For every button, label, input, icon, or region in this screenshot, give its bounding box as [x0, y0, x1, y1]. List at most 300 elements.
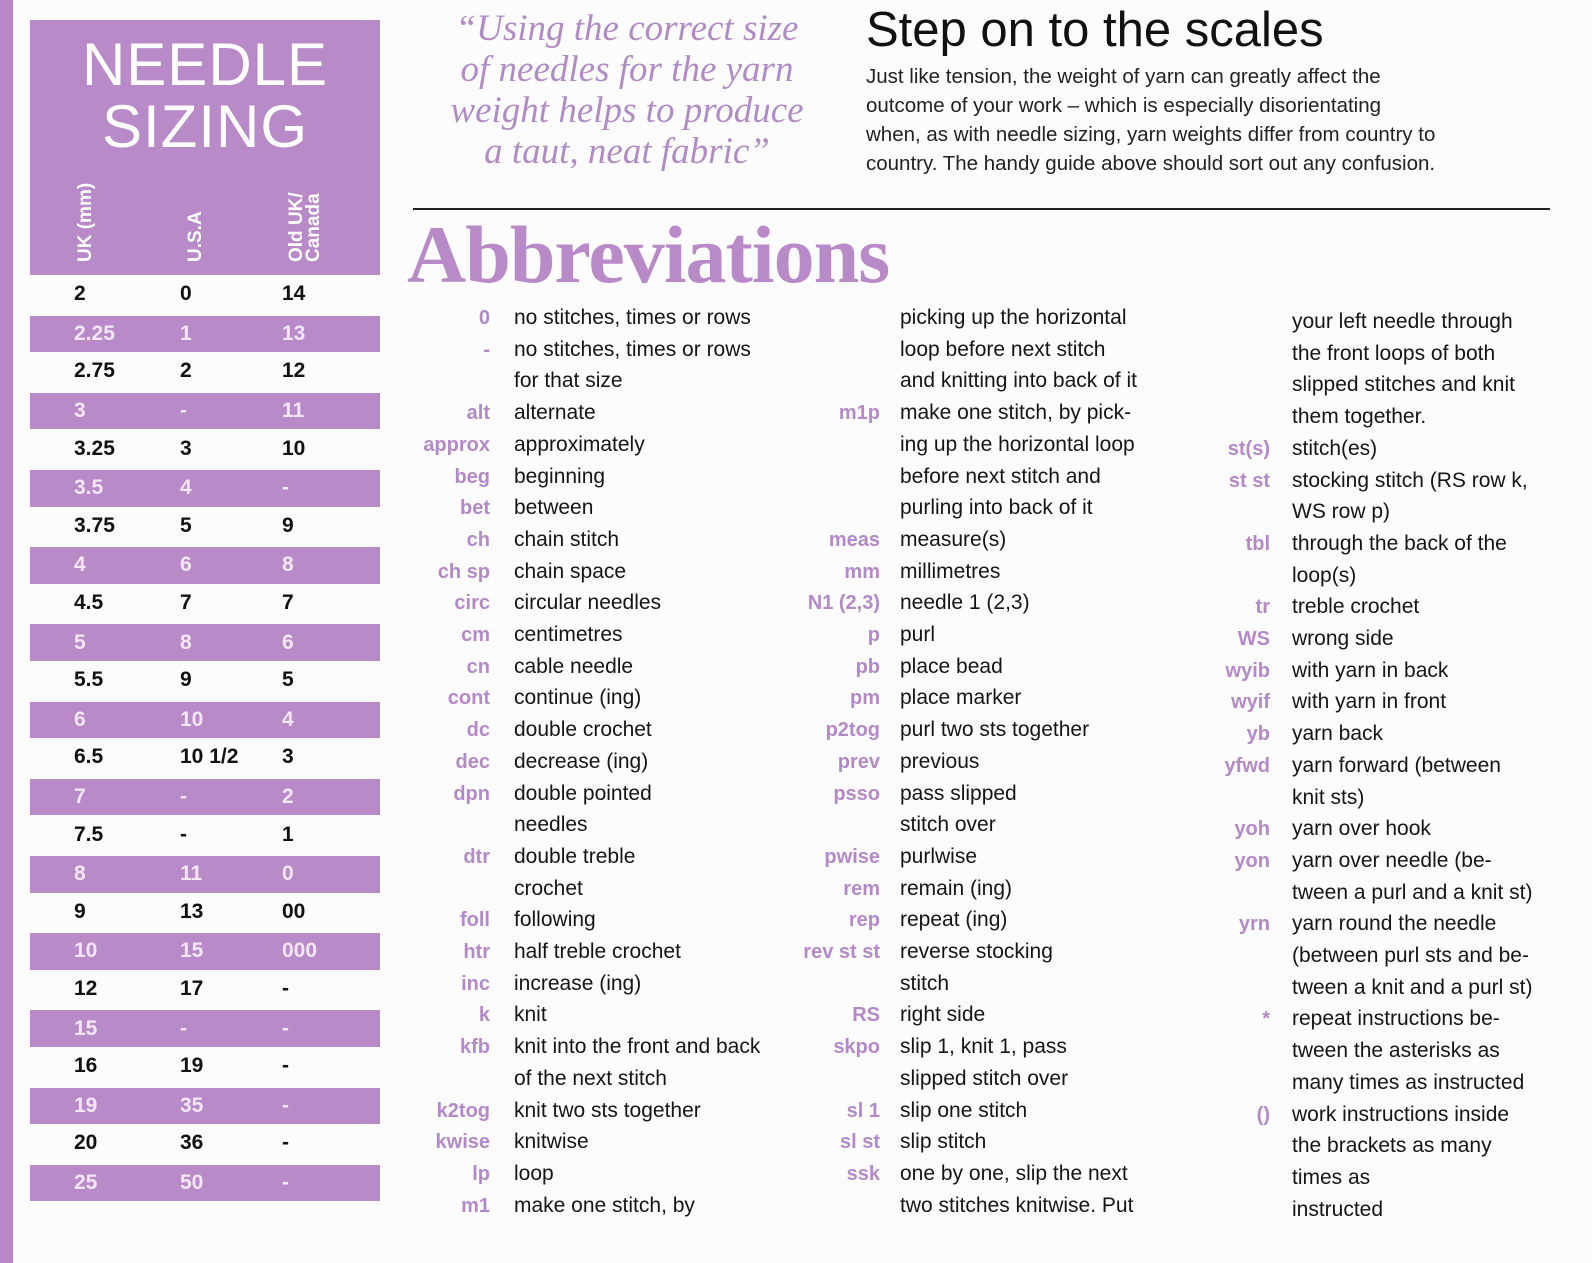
abbreviation-entry: [1200, 560, 1592, 592]
abbreviation-key: rep: [848, 909, 880, 932]
abbreviation-key: yrn: [1238, 913, 1270, 936]
abbreviation-meaning: them together.: [1292, 405, 1427, 429]
usa-cell: 9: [180, 668, 192, 692]
abbreviation-entry: [790, 1158, 1190, 1190]
abbreviation-entry: [790, 873, 1190, 905]
abbreviation-meaning: many times as instructed: [1292, 1070, 1525, 1094]
needle-title-line1: NEEDLE: [81, 31, 329, 98]
uk-mm-cell: 5: [74, 630, 86, 654]
usa-cell: 19: [180, 1054, 204, 1078]
abbreviation-entry: [1200, 401, 1592, 433]
abbreviation-entry: [790, 1126, 1190, 1158]
abbreviation-entry: [790, 334, 1190, 366]
abbreviation-meaning: knit sts): [1292, 785, 1365, 809]
abbreviation-meaning: treble crochet: [1292, 595, 1420, 619]
old-uk-canada-cell: 10: [282, 436, 306, 460]
needle-table-row: [30, 624, 380, 661]
abbreviation-entry: [405, 999, 805, 1031]
abbreviation-key: pm: [850, 687, 880, 710]
abbreviation-key: tbl: [1245, 532, 1270, 555]
abbreviation-entry: [405, 904, 805, 936]
abbreviation-key: tr: [1255, 596, 1270, 619]
uk-mm-cell: 2.25: [74, 321, 115, 345]
usa-cell: 3: [180, 436, 192, 460]
abbreviation-meaning: millimetres: [900, 559, 1001, 583]
column-header-old-uk: Old UK/: [286, 192, 307, 262]
abbreviation-key: cn: [466, 655, 490, 678]
abbreviation-meaning: place bead: [900, 654, 1003, 678]
abbreviation-entry: [1200, 528, 1592, 560]
needle-table-row: [30, 393, 380, 430]
abbreviation-entry: [405, 587, 805, 619]
old-uk-canada-cell: 1: [282, 822, 294, 846]
quote-line: “Using the correct size: [455, 8, 799, 49]
abbreviation-meaning: WS row p): [1292, 500, 1391, 524]
abbreviation-key: circ: [454, 592, 490, 615]
abbreviation-meaning: slipped stitch over: [900, 1066, 1069, 1090]
abbreviation-entry: [405, 651, 805, 683]
abbreviation-entry: [790, 936, 1190, 968]
old-uk-canada-cell: 6: [282, 630, 294, 654]
abbreviation-meaning: yarn over hook: [1292, 817, 1431, 841]
scales-paragraph: [866, 62, 1556, 178]
abbreviation-entry: [405, 619, 805, 651]
abbreviation-entry: [790, 365, 1190, 397]
usa-cell: 2: [180, 359, 192, 383]
needle-table-row: [30, 815, 380, 854]
abbreviation-entry: [790, 461, 1190, 493]
abbreviation-entry: [790, 809, 1190, 841]
old-uk-canada-cell: 000: [282, 939, 318, 963]
usa-cell: 13: [180, 899, 204, 923]
usa-cell: 10 1/2: [180, 745, 239, 769]
abbreviation-key: lp: [472, 1162, 490, 1185]
uk-mm-cell: 16: [74, 1054, 98, 1078]
abbreviation-key: dtr: [463, 845, 490, 868]
abbreviation-entry: [405, 1158, 805, 1190]
abbreviation-entry: [405, 682, 805, 714]
abbreviation-meaning: needles: [514, 813, 588, 837]
quote-line: of needles for the yarn: [460, 49, 794, 90]
abbreviation-entry: [790, 841, 1190, 873]
abbreviation-entry: [405, 1095, 805, 1127]
abbreviation-meaning: double treble: [514, 844, 636, 868]
abbreviation-entry: [405, 334, 805, 366]
abbreviation-entry: [790, 492, 1190, 524]
usa-cell: 7: [180, 591, 192, 615]
abbreviation-meaning: following: [514, 908, 596, 932]
abbreviation-key: kwise: [435, 1131, 490, 1154]
abbreviation-meaning: no stitches, times or rows: [514, 337, 751, 361]
abbreviation-entry: [1200, 1003, 1592, 1035]
abbreviation-meaning: between: [514, 496, 594, 520]
uk-mm-cell: 7: [74, 785, 86, 809]
abbreviation-key: pwise: [824, 845, 880, 868]
abbreviation-meaning: alternate: [514, 401, 596, 425]
abbreviation-entry: [1200, 623, 1592, 655]
abbreviation-key: 0: [478, 307, 490, 329]
abbreviation-meaning: slipped stitches and knit: [1292, 373, 1515, 397]
needle-table-row: [30, 352, 380, 391]
abbreviation-entry: [790, 778, 1190, 810]
abbreviation-key: psso: [833, 782, 880, 805]
needle-table-row: [30, 547, 380, 584]
abbreviation-meaning: with yarn in back: [1292, 658, 1449, 682]
abbreviation-meaning: tween a purl and a knit st): [1292, 880, 1533, 904]
needle-table-row: [30, 316, 380, 353]
abbreviation-entry: [790, 968, 1190, 1000]
usa-cell: 11: [180, 862, 203, 886]
abbreviation-meaning: crochet: [514, 876, 583, 900]
needle-table-row: [30, 470, 380, 507]
abbreviation-key: skpo: [833, 1036, 880, 1059]
abbreviation-meaning: double pointed: [514, 781, 652, 805]
abbreviation-entry: [790, 746, 1190, 778]
abbreviation-key: k: [478, 1004, 490, 1027]
abbreviation-entry: [1200, 1162, 1592, 1194]
uk-mm-cell: 10: [74, 939, 98, 963]
needle-table-row: [30, 702, 380, 739]
abbreviation-entry: [1200, 655, 1592, 687]
scales-line: Just like tension, the weight of yarn can greatly affect the: [866, 65, 1381, 88]
old-uk-canada-cell: 7: [282, 591, 294, 615]
abbreviation-key: inc: [461, 972, 490, 995]
old-uk-canada-cell: 5: [282, 668, 294, 692]
abbreviation-key: yfwd: [1224, 754, 1270, 777]
abbreviation-key: yon: [1234, 849, 1270, 872]
abbreviation-entry: [790, 1095, 1190, 1127]
abbreviation-meaning: half treble crochet: [514, 940, 681, 963]
old-uk-canada-cell: -: [282, 1131, 289, 1155]
needle-table-row: [30, 738, 380, 777]
abbreviation-entry: [405, 1190, 805, 1222]
abbreviation-key: foll: [460, 909, 490, 932]
abbreviation-key: mm: [844, 560, 880, 583]
old-uk-canada-cell: -: [282, 1171, 289, 1195]
abbreviation-meaning: purling into back of it: [900, 496, 1093, 520]
abbreviation-key: ch sp: [437, 560, 490, 583]
abbreviation-entry: [405, 1126, 805, 1158]
needle-table-row: [30, 933, 380, 970]
uk-mm-cell: 15: [74, 1016, 98, 1040]
uk-mm-cell: 4: [74, 553, 86, 577]
usa-cell: 15: [180, 939, 204, 963]
abbreviation-meaning: right side: [900, 1003, 986, 1027]
abbreviation-meaning: place marker: [900, 686, 1022, 710]
abbreviation-meaning: chain stitch: [514, 527, 620, 551]
uk-mm-cell: 3.25: [74, 436, 115, 460]
usa-cell: -: [180, 785, 187, 809]
abbreviation-entry: [1200, 465, 1592, 497]
usa-cell: -: [180, 399, 187, 423]
abbreviation-meaning: double crochet: [514, 718, 652, 742]
abbreviation-meaning: circular needles: [514, 591, 662, 615]
abbreviation-meaning: pass slipped: [900, 781, 1017, 805]
needle-sizing-table: [30, 20, 380, 1235]
usa-cell: 4: [180, 476, 192, 500]
old-uk-canada-cell: 3: [282, 745, 294, 769]
abbreviation-entry: [405, 556, 805, 588]
abbreviation-meaning: your left needle through: [1292, 310, 1513, 333]
pull-quote: [407, 8, 847, 172]
abbreviation-meaning: slip 1, knit 1, pass: [900, 1035, 1067, 1059]
abbreviation-key: rem: [843, 877, 880, 900]
abbreviation-entry: [405, 492, 805, 524]
uk-mm-cell: 4.5: [74, 591, 104, 615]
page-edge-strip: [0, 0, 13, 1263]
usa-cell: 10: [180, 707, 204, 731]
abbreviation-meaning: increase (ing): [514, 971, 642, 995]
abbreviation-key: RS: [852, 1004, 880, 1027]
abbreviation-key: sl 1: [846, 1099, 880, 1122]
abbreviation-entry: [1200, 496, 1592, 528]
needle-table-row: [30, 1047, 380, 1086]
abbreviation-entry: [790, 524, 1190, 556]
usa-cell: 50: [180, 1171, 204, 1195]
abbreviation-entry: [1200, 1067, 1592, 1099]
abbreviation-key: st(s): [1227, 437, 1270, 460]
abbreviation-meaning: cable needle: [514, 654, 634, 678]
abbreviation-key: pb: [855, 655, 880, 678]
usa-cell: 0: [180, 282, 192, 306]
old-uk-canada-cell: 2: [282, 785, 294, 809]
abbreviation-key: cm: [461, 624, 490, 646]
abbreviation-entry: [790, 651, 1190, 683]
abbreviation-key: sl st: [839, 1131, 880, 1154]
abbreviation-key: ssk: [846, 1162, 880, 1185]
usa-cell: 6: [180, 553, 192, 577]
old-uk-canada-cell: 13: [282, 321, 306, 345]
abbreviation-meaning: the front loops of both: [1292, 341, 1496, 365]
abbreviation-meaning: continue (ing): [514, 686, 642, 710]
abbreviation-entry: [405, 936, 805, 968]
scales-line: country. The handy guide above should sort out any confusion.: [866, 152, 1436, 175]
abbreviation-entry: [1200, 1194, 1592, 1226]
abbreviation-key: WS: [1237, 628, 1270, 650]
abbreviation-key: rev st st: [803, 941, 880, 963]
abbreviation-entry: [1200, 940, 1592, 972]
abbreviation-key: m1p: [838, 402, 880, 425]
abbreviation-entry: [790, 1031, 1190, 1063]
abbreviation-meaning: no stitches, times or rows: [514, 306, 751, 329]
abbreviation-key: k2tog: [436, 1099, 490, 1122]
scales-heading: Step on to the scales: [866, 3, 1324, 57]
abbreviation-entry: [1200, 338, 1592, 370]
abbreviation-key: beg: [454, 465, 490, 488]
abbreviation-meaning: for that size: [514, 369, 623, 393]
needle-table-row: [30, 1124, 380, 1163]
uk-mm-cell: 2.75: [74, 359, 115, 383]
abbreviation-meaning: through the back of the: [1292, 531, 1507, 555]
uk-mm-cell: 9: [74, 899, 86, 923]
abbreviation-meaning: knit into the front and back: [514, 1035, 761, 1059]
abbreviation-meaning: wrong side: [1292, 627, 1394, 650]
abbreviation-entry: [790, 397, 1190, 429]
abbreviation-meaning: purl two sts together: [900, 718, 1090, 742]
abbreviation-entry: [1200, 1035, 1592, 1067]
usa-cell: 36: [180, 1131, 204, 1155]
abbreviation-meaning: and knitting into back of it: [900, 369, 1137, 393]
abbreviation-entry: [405, 1031, 805, 1063]
old-uk-canada-cell: 11: [282, 399, 305, 423]
old-uk-canada-cell: 0: [282, 862, 294, 886]
column-header-old-uk-canada: [288, 192, 322, 262]
needle-table-header: [30, 20, 380, 275]
abbreviation-meaning: make one stitch, by: [514, 1193, 695, 1217]
abbreviation-entry: [1200, 369, 1592, 401]
abbreviation-entry: [1200, 306, 1592, 338]
abbreviation-meaning: measure(s): [900, 527, 1007, 551]
abbreviation-entry: [1200, 1130, 1592, 1162]
abbreviation-meaning: purlwise: [900, 844, 978, 868]
old-uk-canada-cell: 8: [282, 553, 294, 577]
abbreviation-entry: [790, 619, 1190, 651]
abbreviation-meaning: stitch(es): [1292, 436, 1378, 460]
abbreviation-entry: [405, 778, 805, 810]
needle-table-row: [30, 507, 380, 546]
abbreviation-entry: [405, 524, 805, 556]
abbreviation-meaning: remain (ing): [900, 876, 1013, 900]
abbreviation-entry: [1200, 591, 1592, 623]
abbreviations-heading: Abbreviations: [407, 209, 890, 300]
old-uk-canada-cell: 4: [282, 707, 294, 731]
uk-mm-cell: 12: [74, 977, 98, 1001]
uk-mm-cell: 19: [74, 1093, 98, 1117]
abbreviation-meaning: reverse stocking: [900, 940, 1053, 963]
abbreviation-entry: [790, 999, 1190, 1031]
needle-table-row: [30, 856, 380, 893]
abbreviation-key: cont: [447, 687, 490, 710]
needle-table-row: [30, 661, 380, 700]
abbreviation-key: -: [483, 338, 490, 361]
column-header-canada: Canada: [303, 193, 324, 262]
usa-cell: 35: [180, 1093, 204, 1117]
column-header-uk: UK (mm): [75, 182, 96, 262]
needle-sizing-title: [30, 31, 380, 160]
abbreviation-key: wyib: [1225, 659, 1270, 682]
abbreviation-key: p: [867, 624, 880, 646]
abbreviation-meaning: knit two sts together: [514, 1098, 701, 1122]
abbreviation-entry: [405, 809, 805, 841]
abbreviation-meaning: tween a knit and a purl st): [1292, 975, 1533, 999]
abbreviation-meaning: slip one stitch: [900, 1098, 1028, 1122]
abbreviation-key: yb: [1246, 723, 1270, 746]
abbreviation-meaning: the brackets as many: [1292, 1134, 1492, 1158]
abbreviation-key: alt: [466, 402, 490, 425]
old-uk-canada-cell: -: [282, 1093, 289, 1117]
abbreviation-meaning: decrease (ing): [514, 749, 649, 773]
needle-table-row: [30, 275, 380, 314]
column-header-usa: U.S.A: [185, 211, 206, 262]
abbreviation-meaning: times as: [1292, 1165, 1371, 1189]
abbreviation-key: (): [1256, 1103, 1270, 1126]
abbreviation-meaning: loop(s): [1292, 563, 1357, 587]
abbreviation-entry: [1200, 433, 1592, 465]
abbreviation-meaning: stocking stitch (RS row k,: [1292, 468, 1528, 492]
abbreviation-meaning: yarn round the needle: [1292, 912, 1497, 936]
abbreviation-key: htr: [463, 941, 490, 963]
uk-mm-cell: 20: [74, 1131, 98, 1155]
abbreviation-meaning: of the next stitch: [514, 1066, 667, 1090]
old-uk-canada-cell: 12: [282, 359, 306, 383]
abbreviation-entry: [405, 714, 805, 746]
old-uk-canada-cell: -: [282, 476, 289, 500]
abbreviation-meaning: repeat (ing): [900, 908, 1008, 932]
uk-mm-cell: 3.5: [74, 476, 104, 500]
abbreviation-entry: [1200, 845, 1592, 877]
needle-table-row: [30, 970, 380, 1009]
scales-line: outcome of your work – which is especially disorientating: [866, 94, 1382, 117]
old-uk-canada-cell: -: [282, 977, 289, 1001]
abbreviation-entry: [790, 429, 1190, 461]
abbreviation-meaning: chain space: [514, 559, 627, 583]
abbreviation-meaning: one by one, slip the next: [900, 1161, 1128, 1185]
needle-table-row: [30, 893, 380, 932]
needle-table-row: [30, 1088, 380, 1125]
abbreviation-meaning: stitch over: [900, 813, 996, 837]
abbreviation-meaning: needle 1 (2,3): [900, 591, 1030, 615]
abbreviation-meaning: previous: [900, 749, 980, 773]
uk-mm-cell: 8: [74, 862, 86, 886]
abbreviation-key: m1: [461, 1194, 490, 1217]
old-uk-canada-cell: 9: [282, 513, 294, 537]
old-uk-canada-cell: 00: [282, 899, 306, 923]
usa-cell: -: [180, 822, 187, 846]
usa-cell: 17: [180, 977, 204, 1001]
abbreviation-meaning: loop: [514, 1161, 554, 1185]
abbreviation-entry: [405, 873, 805, 905]
uk-mm-cell: 7.5: [74, 822, 104, 846]
abbreviation-meaning: stitch: [900, 971, 950, 995]
uk-mm-cell: 3.75: [74, 513, 115, 537]
abbreviation-entry: [405, 397, 805, 429]
abbreviation-entry: [1200, 782, 1592, 814]
abbreviation-entry: [790, 1063, 1190, 1095]
abbreviation-meaning: make one stitch, by pick-: [900, 401, 1132, 425]
abbreviation-meaning: before next stitch and: [900, 464, 1101, 488]
needle-table-row: [30, 779, 380, 816]
abbreviation-key: dpn: [453, 782, 490, 805]
quote-line: a taut, neat fabric”: [484, 131, 770, 172]
abbreviation-entry: [405, 841, 805, 873]
old-uk-canada-cell: -: [282, 1016, 289, 1040]
abbreviation-key: bet: [460, 497, 490, 520]
abbreviation-meaning: instructed: [1292, 1197, 1384, 1221]
abbreviation-entry: [1200, 908, 1592, 940]
abbreviation-key: st st: [1228, 469, 1270, 492]
abbreviation-meaning: knit: [514, 1003, 547, 1027]
abbreviation-meaning: two stitches knitwise. Put: [900, 1193, 1134, 1217]
needle-table-row: [30, 1165, 380, 1202]
abbreviation-meaning: slip stitch: [900, 1130, 987, 1154]
abbreviation-entry: [790, 1190, 1190, 1222]
abbreviation-key: prev: [837, 750, 880, 773]
abbreviation-meaning: (between purl sts and be-: [1292, 944, 1529, 967]
usa-cell: -: [180, 1016, 187, 1040]
abbreviation-entry: [405, 429, 805, 461]
abbreviation-entry: [1200, 686, 1592, 718]
abbreviation-key: dc: [466, 719, 490, 742]
abbreviation-entry: [790, 556, 1190, 588]
abbreviation-entry: [790, 682, 1190, 714]
old-uk-canada-cell: 14: [282, 282, 306, 306]
abbreviation-entry: [790, 904, 1190, 936]
abbreviation-meaning: tween the asterisks as: [1292, 1039, 1500, 1063]
abbreviation-key: ch: [466, 528, 490, 551]
abbreviation-entry: [790, 587, 1190, 619]
abbreviation-entry: [405, 968, 805, 1000]
abbreviation-entry: [790, 302, 1190, 334]
